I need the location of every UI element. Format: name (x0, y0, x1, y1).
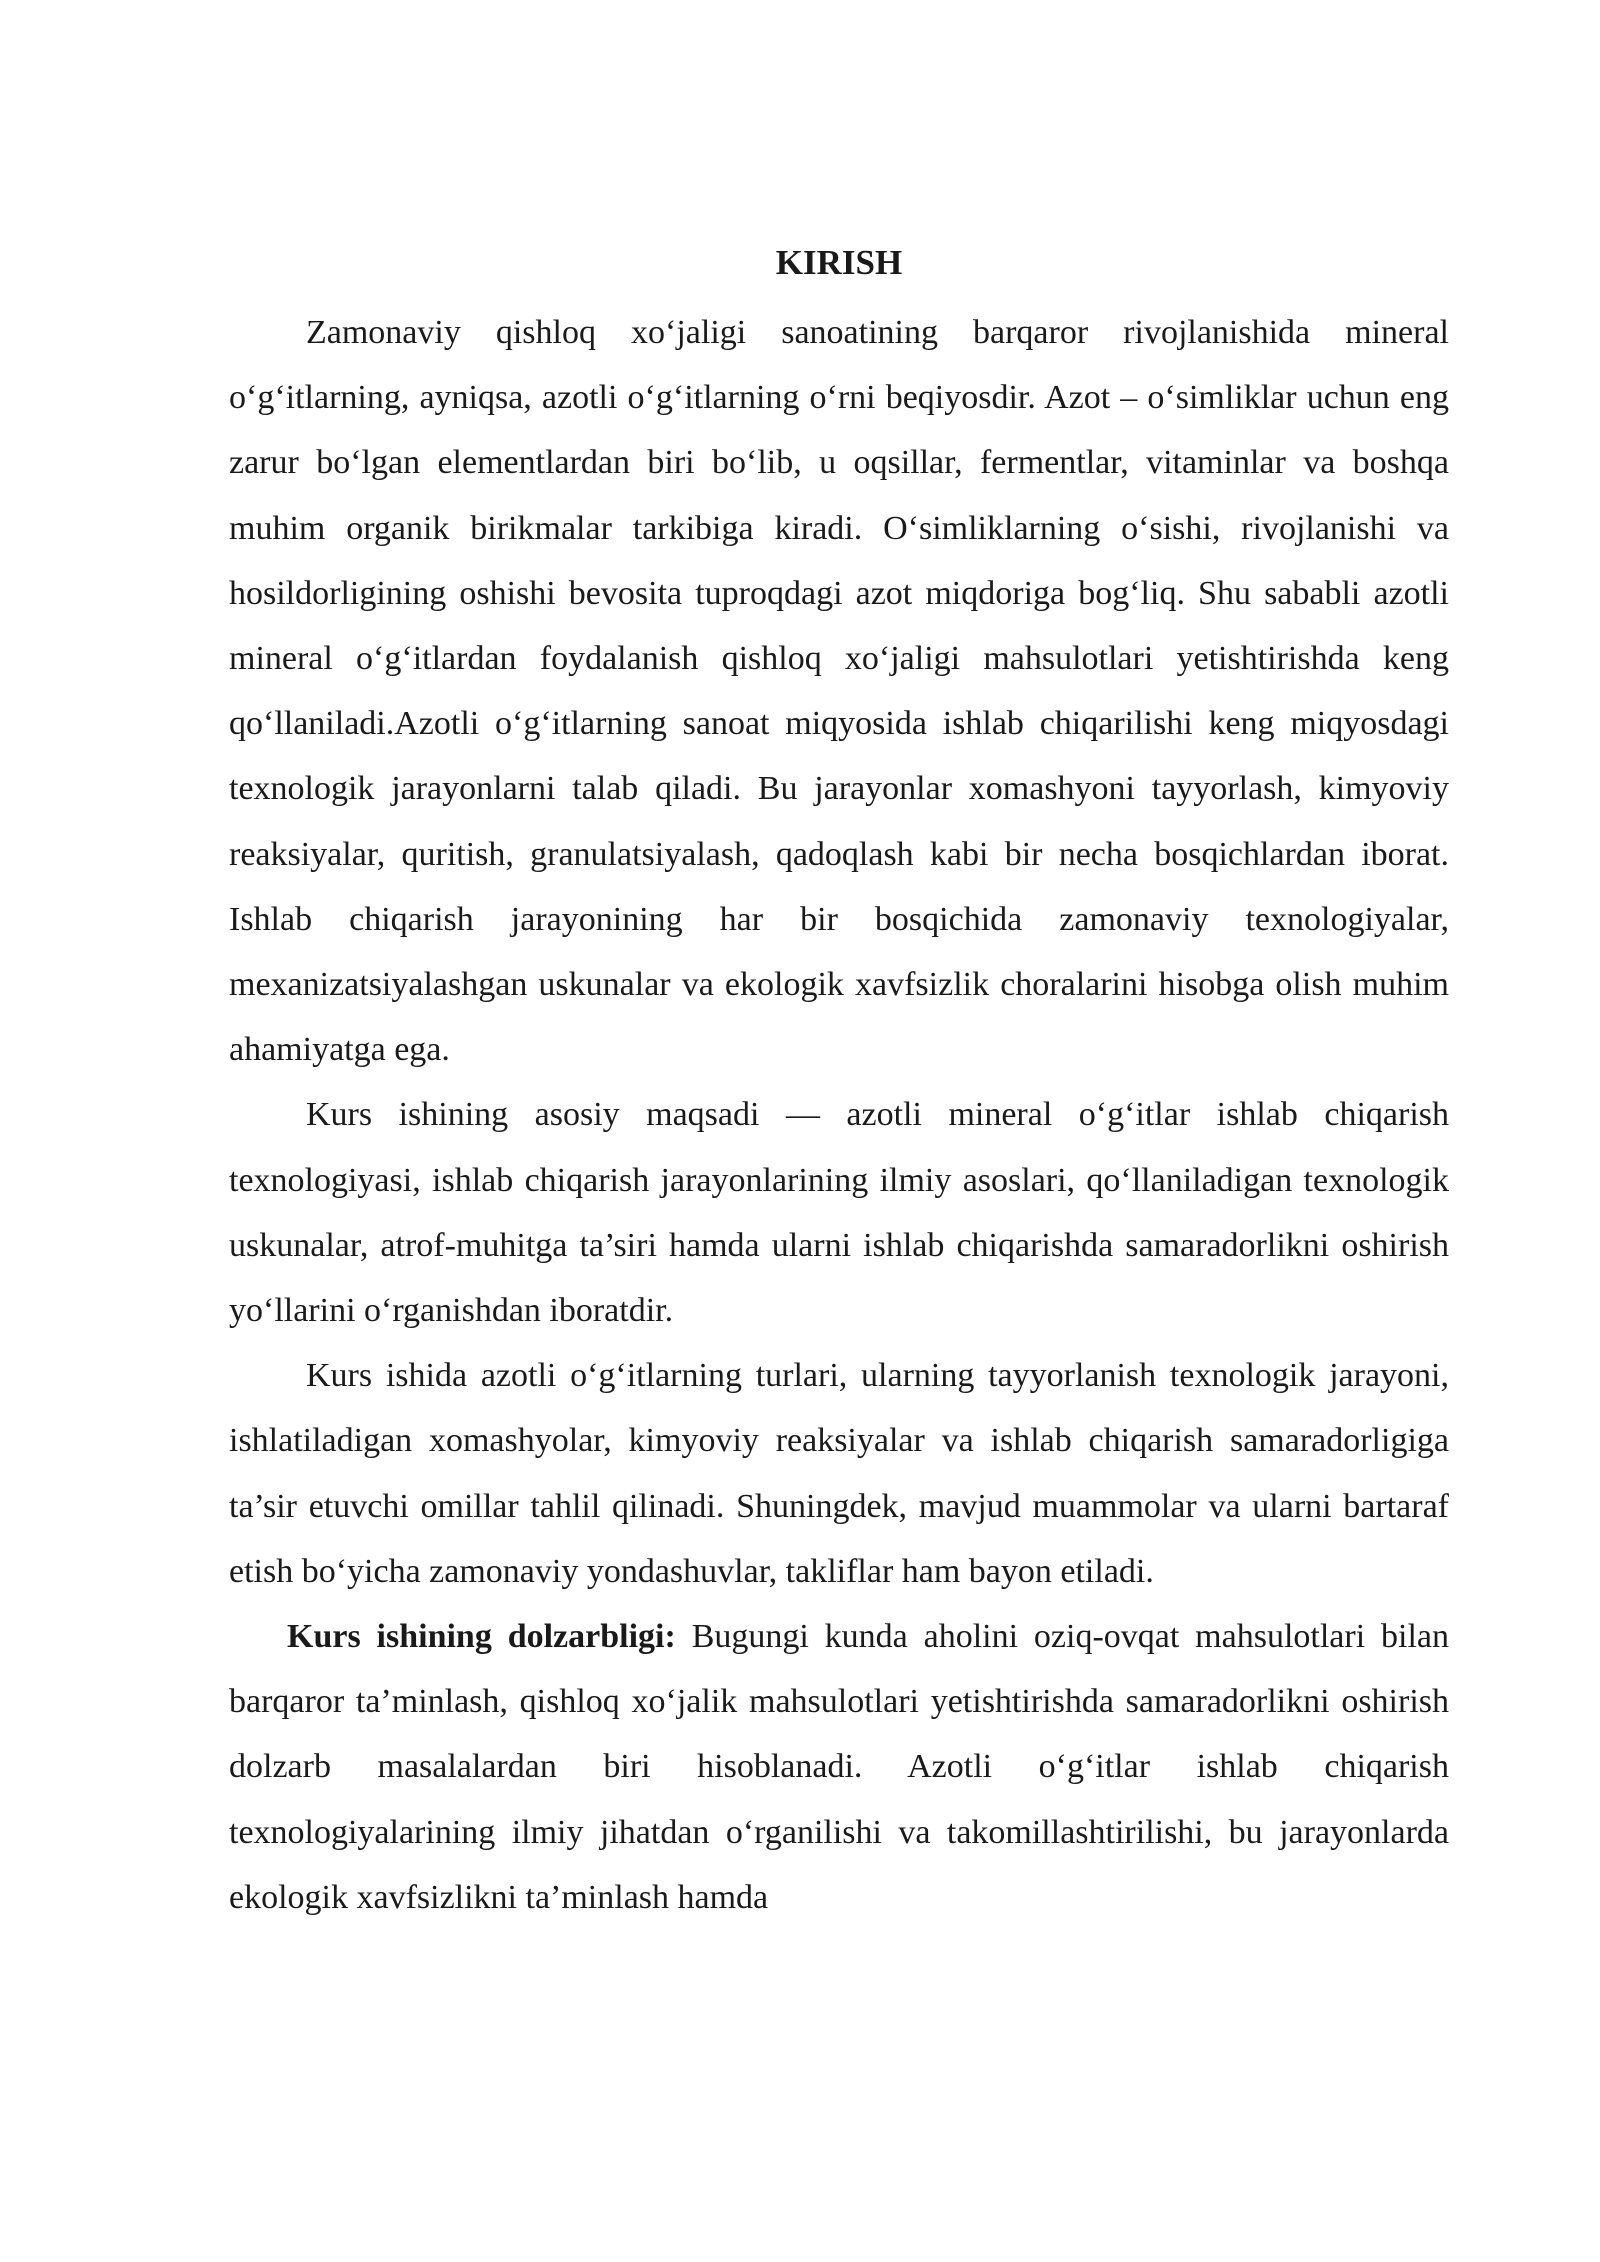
paragraph-scope: Kurs ishida azotli o‘g‘itlarning turlari, ularning tayyorlanish texnologik jarayoni, ishlatiladigan xomashyolar, kimyoviy reaksiyalar va ishlab chiqarish samaradorligiga ta’sir etuvchi omillar tahlil qilinadi. Shuningdek, mavjud muammolar va ularni bartaraf etish bo‘yicha zamonaviy yondashuvlar, takliflar ham bayon etiladi. (229, 1357, 1449, 1590)
paragraph-relevance (229, 1604, 1449, 1930)
paragraph-introduction: Zamonaviy qishloq xo‘jaligi sanoatining barqaror rivojlanishida mineral o‘g‘itlarning, ayniqsa, azotli o‘g‘itlarning o‘rni beqiyosdir. Azot – o‘simliklar uchun eng zarur bo‘lgan elementlardan biri bo‘lib, u oqsillar, fermentlar, vitaminlar va boshqa muhim organik birikmalar tarkibiga kiradi. O‘simliklarning o‘sishi, rivojlanishi va hosildorligining oshishi bevosita tuproqdagi azot miqdoriga bog‘liq. Shu sababli azotli mineral o‘g‘itlardan foydalanish qishloq xo‘jaligi mahsulotlari yetishtirishda keng qo‘llaniladi.Azotli o‘g‘itlarning sanoat miqyosida ishlab chiqarilishi keng miqyosdagi texnologik jarayonlarni talab qiladi. Bu jarayonlar xomashyoni tayyorlash, kimyoviy reaksiyalar, quritish, granulatsiyalash, qadoqlash kabi bir necha bosqichlardan iborat. Ishlab chiqarish jarayonining har bir bosqichida zamonaviy texnologiyalar, mexanizatsiyalashgan uskunalar va ekologik xavfsizlik choralarini hisobga olish muhim ahamiyatga ega. (229, 314, 1449, 1069)
relevance-text: Bugungi kunda aholini oziq-ovqat mahsulotlari bilan barqaror ta’minlash, qishloq xo‘jalik mahsulotlari yetishtirishda samaradorlikni oshirish dolzarb masalalardan biri hisoblanadi. Azotli o‘g‘itlar ishlab chiqarish texnologiyalarining ilmiy jihatdan o‘rganilishi va takomillashtirilishi, bu jarayonlarda ekologik xavfsizlikni ta’minlash hamda (229, 1618, 1449, 1916)
paragraph-purpose: Kurs ishining asosiy maqsadi — azotli mineral o‘g‘itlar ishlab chiqarish texnologiyasi, ishlab chiqarish jarayonlarining ilmiy asoslari, qo‘llaniladigan texnologik uskunalar, atrof-muhitga ta’siri hamda ularni ishlab chiqarishda samaradorlikni oshirish yo‘llarini o‘rganishdan iboratdir. (229, 1096, 1449, 1330)
relevance-heading: Kurs ishining dolzarbligi: (287, 1618, 676, 1656)
page-title: KIRISH (775, 243, 903, 282)
page-content (229, 225, 1449, 1930)
